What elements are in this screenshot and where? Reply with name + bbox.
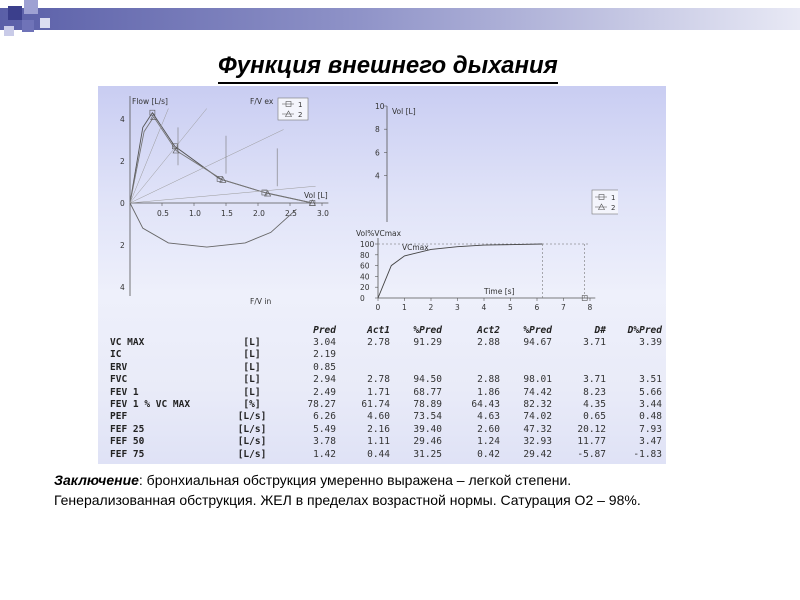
vc-x-tick-label: 5 — [508, 303, 513, 312]
table-cell: 4.60 — [367, 411, 390, 423]
page-title: Функция внешнего дыхания — [218, 52, 558, 84]
col-d-num: D# — [594, 324, 606, 336]
row-label: FEF 75 — [110, 448, 145, 460]
table-cell: 1.24 — [477, 436, 500, 448]
table-cell — [606, 361, 662, 373]
table-cell: 4.35 — [583, 399, 606, 411]
conclusion-line-1: : бронхиальная обструкция умеренно выражена – легкой степени. — [138, 472, 572, 488]
table-header-row — [110, 324, 662, 336]
fv-legend — [278, 98, 308, 120]
col-unit — [222, 324, 282, 336]
table-row — [110, 423, 662, 435]
row-label: FVC — [110, 374, 128, 386]
table-cell: 2.60 — [477, 423, 500, 435]
row-unit: [L/s] — [237, 436, 267, 448]
row-label: ERV — [110, 361, 128, 373]
decor-square — [8, 6, 22, 20]
table-cell: 1.11 — [367, 436, 390, 448]
table-cell: 11.77 — [577, 436, 606, 448]
row-label: IC — [110, 349, 122, 361]
row-label: FEF 25 — [110, 423, 145, 435]
fv-inspiratory-curve — [130, 203, 296, 247]
table-cell: 47.32 — [523, 423, 552, 435]
table-cell: 4.63 — [477, 411, 500, 423]
vc-xlabel: Time [s] — [484, 287, 515, 296]
vc-x-tick-label: 6 — [534, 303, 540, 312]
fv-ylabel: Flow [L/s] — [132, 97, 168, 106]
fv-legend-1: 1 — [298, 101, 303, 109]
vc-y-tick-label: 20 — [360, 283, 370, 293]
table-cell: 7.93 — [639, 423, 662, 435]
table-cell: 6.26 — [313, 411, 336, 423]
vc-series-line — [378, 244, 542, 298]
table-cell: 78.27 — [307, 399, 336, 411]
table-cell: 3.44 — [639, 399, 662, 411]
table-row — [110, 349, 662, 361]
table-cell: 78.89 — [413, 399, 442, 411]
decor-square — [4, 26, 14, 36]
col-name — [110, 324, 222, 336]
table-cell: 20.12 — [577, 423, 606, 435]
table-cell: 3.78 — [313, 436, 336, 448]
col-act1: Act1 — [367, 324, 390, 336]
table-cell: 3.51 — [639, 374, 662, 386]
fv-series-line — [130, 113, 312, 203]
row-unit: [L/s] — [237, 411, 267, 423]
col-d-pct-pred: D%Pred — [627, 324, 662, 336]
table-cell: 1.86 — [477, 386, 500, 398]
vt-y-tick-label: 8 — [375, 125, 380, 135]
table-cell — [336, 349, 390, 361]
row-unit: [L] — [243, 349, 261, 361]
table-cell — [500, 349, 552, 361]
table-cell: 8.23 — [583, 386, 606, 398]
table-cell: 3.71 — [583, 337, 606, 349]
row-label: FEF 50 — [110, 436, 145, 448]
row-label: VC MAX — [110, 337, 145, 349]
fv-y-tick-label: 4 — [120, 115, 125, 124]
table-row — [110, 436, 662, 448]
table-row — [110, 398, 662, 410]
row-label: FEV 1 — [110, 386, 139, 398]
table-cell: 64.43 — [471, 399, 500, 411]
table-cell: 0.48 — [639, 411, 662, 423]
fv-y-tick-label: 2 — [120, 241, 125, 250]
row-unit: [L] — [243, 374, 261, 386]
table-cell — [552, 349, 606, 361]
table-cell: 91.29 — [413, 337, 442, 349]
table-row — [110, 386, 662, 398]
table-row — [110, 448, 662, 460]
row-unit: [%] — [243, 399, 261, 411]
col-pct-pred-1: %Pred — [413, 324, 442, 336]
vc-curve-label: VCmax — [402, 243, 429, 252]
table-cell: 3.39 — [639, 337, 662, 349]
col-pct-pred-2: %Pred — [523, 324, 552, 336]
table-cell — [336, 361, 390, 373]
fv-y-tick-label: 0 — [120, 199, 125, 208]
fv-reference-line — [130, 109, 207, 204]
vt-y-tick-label: 6 — [375, 148, 380, 158]
decor-square — [40, 18, 50, 28]
table-cell: 29.42 — [523, 448, 552, 460]
table-cell: 94.50 — [413, 374, 442, 386]
table-cell — [390, 361, 442, 373]
table-cell: 2.88 — [477, 337, 500, 349]
vt-legend-2: 2 — [611, 204, 616, 212]
table-cell: 0.42 — [477, 448, 500, 460]
vc-ylabel: Vol%VCmax — [356, 229, 402, 238]
table-cell: 98.01 — [523, 374, 552, 386]
fv-legend-2: 2 — [298, 111, 303, 119]
table-cell — [552, 361, 606, 373]
fv-x-tick-label: 3.0 — [317, 209, 329, 218]
vc-x-tick-label: 4 — [481, 303, 487, 312]
row-unit: [L] — [243, 337, 261, 349]
table-cell: 0.85 — [313, 361, 336, 373]
fv-x-tick-label: 0.5 — [157, 209, 169, 218]
table-cell — [442, 361, 500, 373]
row-label: FEV 1 % VC MAX — [110, 399, 191, 411]
vc-y-tick-label: 80 — [360, 250, 370, 260]
fv-reference-line — [130, 109, 168, 204]
fv-bottom-label: F/V in — [250, 297, 272, 306]
table-row — [110, 336, 662, 348]
col-act2: Act2 — [477, 324, 500, 336]
table-cell: 94.67 — [523, 337, 552, 349]
fv-title: F/V ex — [250, 97, 274, 106]
table-cell: 74.02 — [523, 411, 552, 423]
vc-x-tick-label: 7 — [561, 303, 566, 312]
table-cell: 2.94 — [313, 374, 336, 386]
vt-y-tick-label: 4 — [375, 171, 380, 181]
table-cell: 61.74 — [361, 399, 390, 411]
table-cell: -1.83 — [633, 448, 662, 460]
vt-legend — [592, 190, 618, 214]
table-cell: 29.46 — [413, 436, 442, 448]
table-row — [110, 374, 662, 386]
volume-time-chart — [348, 86, 618, 321]
fv-reference-line — [130, 130, 284, 204]
header-band — [0, 8, 800, 30]
table-cell: -5.87 — [577, 448, 606, 460]
table-cell: 73.54 — [413, 411, 442, 423]
vt-ylabel: Vol [L] — [392, 107, 416, 116]
table-cell: 82.32 — [523, 399, 552, 411]
vt-legend-1: 1 — [611, 194, 616, 202]
vc-x-tick-label: 8 — [587, 303, 593, 312]
spirometry-table — [110, 324, 662, 460]
spirometry-printout — [98, 86, 666, 464]
fv-y-tick-label: 4 — [120, 283, 125, 292]
table-cell: 2.16 — [367, 423, 390, 435]
fv-y-tick-label: 2 — [120, 157, 125, 166]
row-unit: [L/s] — [237, 423, 267, 435]
table-row — [110, 411, 662, 423]
conclusion-heading: Заключение — [54, 472, 139, 488]
table-cell: 68.77 — [413, 386, 442, 398]
fv-x-tick-label: 1.5 — [221, 209, 233, 218]
table-cell: 5.49 — [313, 423, 336, 435]
vc-x-tick-label: 3 — [455, 303, 460, 312]
table-cell: 31.25 — [413, 448, 442, 460]
row-unit: [L] — [243, 386, 261, 398]
table-cell: 2.78 — [367, 374, 390, 386]
flow-volume-chart — [98, 86, 348, 311]
vt-y-tick-label: 10 — [375, 102, 385, 111]
table-cell: 1.42 — [313, 448, 336, 460]
col-pred: Pred — [313, 324, 336, 336]
vc-x-tick-label: 0 — [375, 303, 381, 312]
table-cell — [442, 349, 500, 361]
vc-x-tick-label: 1 — [402, 303, 407, 312]
decor-square — [24, 0, 38, 14]
row-unit: [L] — [243, 361, 261, 373]
vc-y-tick-label: 40 — [360, 272, 370, 282]
fv-x-tick-label: 2.5 — [285, 209, 297, 218]
vc-y-tick-label: 100 — [360, 240, 375, 249]
table-cell: 2.78 — [367, 337, 390, 349]
table-cell — [606, 349, 662, 361]
table-cell: 32.93 — [523, 436, 552, 448]
row-unit: [L/s] — [237, 448, 267, 460]
table-cell: 3.04 — [313, 337, 336, 349]
vc-y-tick-label: 0 — [360, 294, 365, 303]
table-row — [110, 361, 662, 373]
table-cell: 3.47 — [639, 436, 662, 448]
table-cell: 2.49 — [313, 386, 336, 398]
table-cell: 2.19 — [313, 349, 336, 361]
table-cell: 0.65 — [583, 411, 606, 423]
table-cell: 39.40 — [413, 423, 442, 435]
table-cell — [500, 361, 552, 373]
fv-xlabel: Vol [L] — [304, 191, 328, 200]
vc-y-tick-label: 60 — [360, 261, 370, 271]
fv-x-tick-label: 1.0 — [189, 209, 201, 218]
fv-x-tick-label: 2.0 — [253, 209, 265, 218]
conclusion-line-2: Генерализованная обструкция. ЖЕЛ в пределах возрастной нормы. Сатурация О2 – 98%. — [54, 492, 641, 508]
table-cell: 1.71 — [367, 386, 390, 398]
vc-x-tick-label: 2 — [428, 303, 434, 312]
row-label: PEF — [110, 411, 128, 423]
table-cell: 74.42 — [523, 386, 552, 398]
table-cell — [390, 349, 442, 361]
fv-reference-line — [130, 186, 316, 203]
table-cell: 2.88 — [477, 374, 500, 386]
table-cell: 3.71 — [583, 374, 606, 386]
table-cell: 5.66 — [639, 386, 662, 398]
table-cell: 0.44 — [367, 448, 390, 460]
decor-square — [22, 20, 34, 32]
conclusion-text — [54, 470, 774, 510]
